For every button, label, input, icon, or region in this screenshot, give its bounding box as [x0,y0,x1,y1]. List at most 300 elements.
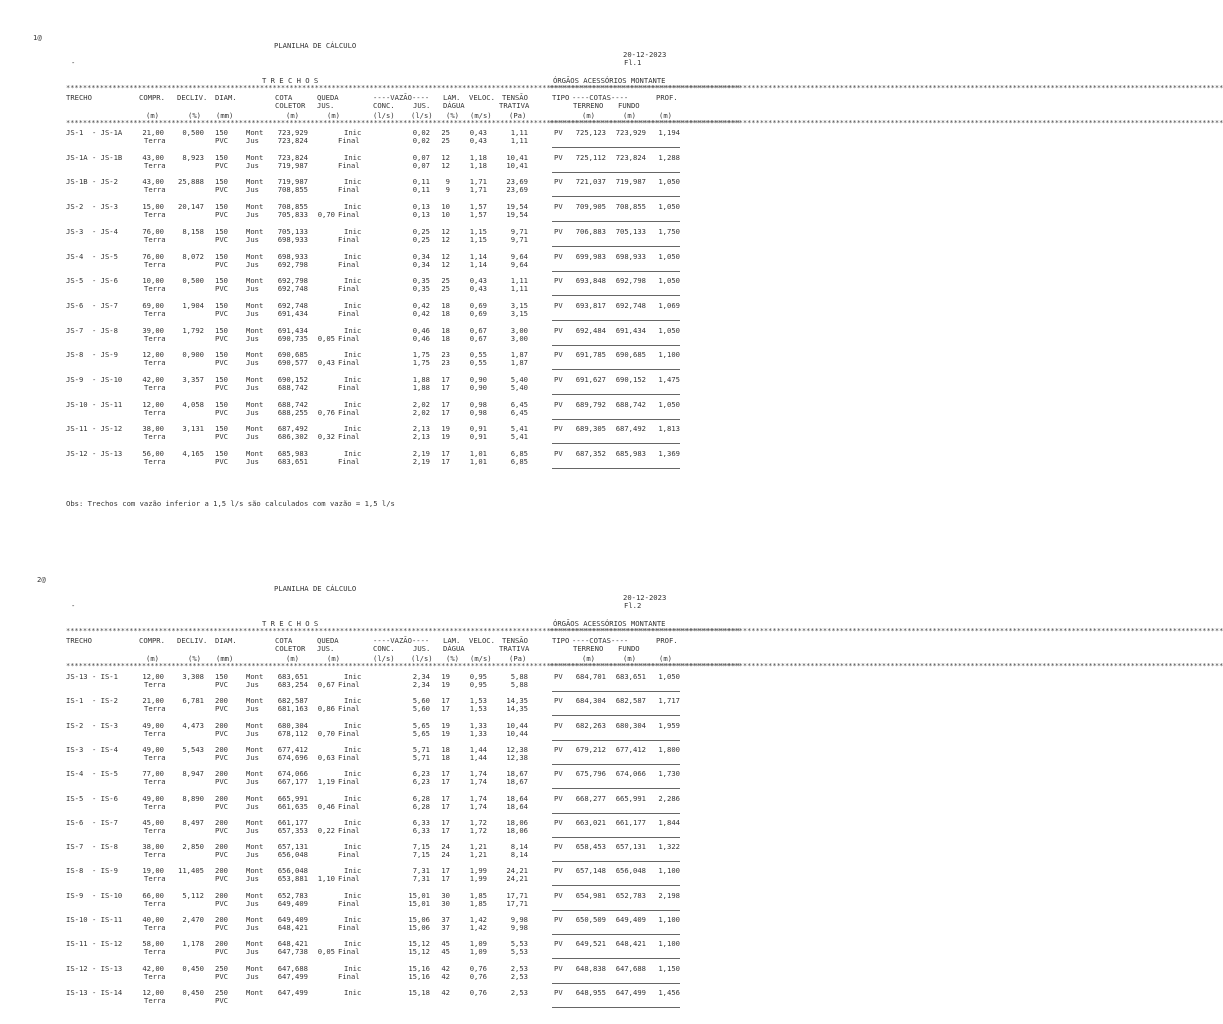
row-tipo: PV [554,720,563,730]
row-lam-mont: 17 [441,399,450,409]
row-prof: 1,750 [658,226,680,236]
row-compr: 38,00 [142,424,164,434]
row-lam-jus: 17 [441,825,450,835]
row-tensao-jus: 1,87 [510,358,528,368]
row-vazao-jus: 1,88 [412,383,430,392]
row-lam-mont: 12 [441,251,450,261]
row-diam: 200 [215,915,228,924]
row-lam-jus: 24 [441,850,450,860]
row-tensao-jus: 9,71 [510,234,528,244]
unit-terr: (m) [582,654,595,663]
row-lam-jus: 45 [441,947,450,957]
row-fundo: 692,798 [615,276,646,286]
row-cota-mont: 719,987 [277,177,308,187]
row-vel-mont: 1,18 [469,152,487,162]
row-separator [552,764,680,765]
row-prof: 1,322 [658,842,680,852]
row-vel-mont: 0,67 [469,325,487,335]
row-separator [552,934,680,935]
row-inic-label: Inic [344,424,362,434]
row-trecho: JS-11 - JS-12 [66,424,123,434]
row-vazao-jus: 2,13 [412,432,430,442]
row-tensao-jus: 6,45 [510,407,528,417]
row-material-pvc: PVC [215,358,228,368]
col-queda: QUEDA [317,93,339,102]
row-compr: 21,00 [142,128,164,137]
row-vel-mont: 1,72 [469,817,487,827]
row-tipo: PV [554,987,563,997]
row-compr: 45,00 [142,817,164,827]
row-inic-label: Inic [344,817,362,827]
row-separator [552,345,680,346]
row-vazao-conc: 0,25 [412,226,430,236]
unit-conc: (l/s) [373,654,395,663]
row-material-pvc: PVC [215,234,228,244]
row-queda: 0,05 [317,947,335,957]
row-fundo: 680,304 [615,720,646,730]
row-vel-mont: 1,42 [469,915,487,924]
row-compr: 39,00 [142,325,164,335]
row-compr: 10,00 [142,276,164,286]
row-decliv: 25,888 [178,177,204,187]
row-vel-mont: 0,76 [469,987,487,997]
row-mont-label: Mont [246,276,264,286]
row-vazao-conc: 5,60 [412,696,430,706]
col-diam: DIAM. [215,93,237,102]
unit-cota: (m) [286,654,299,663]
row-tensao-jus: 2,53 [510,971,528,981]
row-cota-jus: 648,421 [277,923,308,932]
row-trecho: IS-3 - IS-4 [66,744,118,754]
row-tipo: PV [554,817,563,827]
row-material-terra: Terra [144,383,166,392]
row-cota-mont: 647,688 [277,963,308,973]
row-diam: 250 [215,963,228,973]
row-compr: 40,00 [142,915,164,924]
row-terreno: 687,352 [575,449,606,459]
row-queda: 0,32 [317,432,335,442]
row-material-pvc: PVC [215,850,228,860]
row-jus-label: Jus [246,136,259,145]
row-cota-jus: 674,696 [277,752,308,762]
row-lam-jus: 17 [441,801,450,811]
row-cota-mont: 677,412 [277,744,308,754]
row-diam: 200 [215,720,228,730]
row-trecho: IS-6 - IS-7 [66,817,118,827]
row-vazao-jus: 5,71 [412,752,430,762]
row-material-terra: Terra [144,680,166,689]
col-veloc: VELOC. [469,636,495,645]
row-vazao-jus: 6,33 [412,825,430,835]
row-mont-label: Mont [246,202,264,212]
row-material-terra: Terra [144,358,166,368]
row-prof: 1,959 [658,720,680,730]
row-decliv: 2,850 [182,842,204,852]
row-vel-mont: 1,33 [469,720,487,730]
row-vazao-jus: 2,19 [412,457,430,467]
row-tipo: PV [554,202,563,212]
unit-lam: (%) [446,654,459,663]
row-tensao-jus: 17,71 [506,898,528,908]
row-trecho: JS-3 - JS-4 [66,226,118,236]
row-prof: 1,050 [658,276,680,286]
row-tipo: PV [554,939,563,949]
row-lam-mont: 30 [441,890,450,900]
row-lam-mont: 17 [441,696,450,706]
col-tipo: TIPO [552,93,570,102]
row-separator [552,910,680,911]
row-diam: 150 [215,325,228,335]
row-vazao-conc: 2,13 [412,424,430,434]
row-separator [552,983,680,984]
row-prof: 1,050 [658,177,680,187]
row-lam-jus: 19 [441,432,450,442]
orgaos-title: ÓRGÃOS ACESSÓRIOS MONTANTE [553,76,666,85]
row-tensao-mont: 5,41 [510,424,528,434]
row-material-pvc: PVC [215,752,228,762]
row-terreno: 663,021 [575,817,606,827]
row-material-terra: Terra [144,825,166,835]
row-lam-jus: 19 [441,728,450,738]
row-tensao-mont: 14,35 [506,696,528,706]
row-decliv: 1,792 [182,325,204,335]
row-vel-jus: 1,33 [469,728,487,738]
row-final-label: Final [338,947,360,957]
row-vazao-jus: 5,60 [412,704,430,714]
col-lam: LAM. [443,636,461,645]
row-decliv: 11,405 [178,866,204,876]
row-vel-jus: 1,42 [469,923,487,932]
row-final-label: Final [338,971,360,981]
row-cota-mont: 661,177 [277,817,308,827]
row-tensao-jus: 9,64 [510,259,528,269]
row-trecho: IS-8 - IS-9 [66,866,118,876]
row-trecho: JS-9 - JS-10 [66,375,123,384]
row-vazao-jus: 0,07 [412,160,430,170]
row-vazao-jus: 2,02 [412,407,430,417]
row-trecho: IS-9 - IS-10 [66,890,123,900]
row-terreno: 684,701 [575,672,606,681]
row-cota-jus: 678,112 [277,728,308,738]
row-separator [552,691,680,692]
col-fundo: FUNDO [618,644,640,653]
unit-vel: (m/s) [470,111,492,120]
row-fundo: 682,587 [615,696,646,706]
row-tipo: PV [554,226,563,236]
row-tipo: PV [554,915,563,924]
row-lam-mont: 9 [445,177,450,187]
section-title: T R E C H O S [262,76,319,85]
row-inic-label: Inic [344,915,362,924]
row-fundo: 690,152 [615,375,646,384]
row-decliv: 3,308 [182,672,204,681]
row-tensao-jus: 3,15 [510,308,528,318]
row-vel-jus: 0,43 [469,284,487,294]
row-compr: 12,00 [142,987,164,997]
row-material-pvc: PVC [215,947,228,957]
row-jus-label: Jus [246,801,259,811]
row-lam-jus: 19 [441,680,450,689]
row-vel-jus: 1,21 [469,850,487,860]
row-jus-label: Jus [246,898,259,908]
row-prof: 1,475 [658,375,680,384]
col-compr: COMPR. [139,93,165,102]
row-terreno: 658,453 [575,842,606,852]
header-rule-top-orgaos: **************************************************************************************************************************************************************** [549,627,1223,635]
row-queda: 0,63 [317,752,335,762]
row-mont-label: Mont [246,842,264,852]
col-veloc: VELOC. [469,93,495,102]
row-compr: 58,00 [142,939,164,949]
row-lam-mont: 25 [441,128,450,137]
row-fundo: 647,688 [615,963,646,973]
row-lam-mont: 24 [441,842,450,852]
row-material-terra: Terra [144,407,166,417]
row-mont-label: Mont [246,375,264,384]
row-tensao-jus: 9,98 [510,923,528,932]
row-fundo: 661,177 [615,817,646,827]
row-diam: 250 [215,987,228,997]
unit-fundo: (m) [623,654,636,663]
row-decliv: 3,131 [182,424,204,434]
row-tensao-jus: 12,38 [506,752,528,762]
row-trecho: IS-11 - IS-12 [66,939,123,949]
row-vel-mont: 1,21 [469,842,487,852]
row-vazao-jus: 6,28 [412,801,430,811]
row-vazao-jus: 15,16 [408,971,430,981]
row-lam-mont: 10 [441,202,450,212]
row-vel-mont: 1,74 [469,793,487,803]
unit-prof: (m) [659,111,672,120]
header-rule-top-orgaos: **************************************************************************************************************************************************************** [549,84,1223,92]
row-vel-jus: 0,67 [469,333,487,343]
row-terreno: 684,304 [575,696,606,706]
row-lam-mont: 18 [441,325,450,335]
row-tensao-mont: 2,53 [510,963,528,973]
row-trecho: JS-7 - JS-8 [66,325,118,335]
row-prof: 1,717 [658,696,680,706]
row-separator [552,837,680,838]
row-vazao-jus: 15,12 [408,947,430,957]
row-queda: 0,05 [317,333,335,343]
row-separator [552,147,680,148]
row-prof: 1,050 [658,325,680,335]
row-inic-label: Inic [344,226,362,236]
row-cota-mont: 648,421 [277,939,308,949]
row-fundo: 648,421 [615,939,646,949]
row-vel-mont: 0,43 [469,128,487,137]
col-queda: QUEDA [317,636,339,645]
unit-cota: (m) [286,111,299,120]
page-2 [0,540,1223,1024]
row-fundo: 708,855 [615,202,646,212]
col-queda-2: JUS. [317,101,335,110]
row-separator [552,958,680,959]
row-cota-jus: 657,353 [277,825,308,835]
row-cota-jus: 691,434 [277,308,308,318]
row-material-pvc: PVC [215,923,228,932]
row-cota-mont: 682,587 [277,696,308,706]
row-prof: 2,198 [658,890,680,900]
row-jus-label: Jus [246,234,259,244]
row-separator [552,394,680,395]
row-tensao-jus: 18,67 [506,777,528,787]
row-vel-mont: 1,71 [469,177,487,187]
row-mont-label: Mont [246,672,264,681]
row-vel-mont: 1,09 [469,939,487,949]
row-cota-mont: 691,434 [277,325,308,335]
row-vel-jus: 0,55 [469,358,487,368]
row-trecho: JS-4 - JS-5 [66,251,118,261]
page-title: PLANILHA DE CÁLCULO [274,41,357,50]
row-terreno: 689,305 [575,424,606,434]
row-compr: 19,00 [142,866,164,876]
row-trecho: JS-12 - JS-13 [66,449,123,459]
row-vel-jus: 1,01 [469,457,487,467]
row-vel-mont: 0,91 [469,424,487,434]
row-vel-jus: 1,85 [469,898,487,908]
row-vel-jus: 1,71 [469,185,487,195]
col-conc: CONC. [373,101,395,110]
row-diam: 200 [215,817,228,827]
unit-jus: (l/s) [411,654,433,663]
row-cota-mont: 680,304 [277,720,308,730]
header-rule-top: **************************************************************************************************************************************************************** [66,84,741,92]
unit-diam: (mm) [216,654,234,663]
row-inic-label: Inic [344,375,362,384]
row-material-pvc: PVC [215,971,228,981]
row-material-terra: Terra [144,185,166,195]
row-inic-label: Inic [344,720,362,730]
row-vel-jus: 0,95 [469,680,487,689]
row-material-terra: Terra [144,704,166,714]
row-vel-jus: 0,90 [469,383,487,392]
row-tensao-mont: 2,53 [510,987,528,997]
row-vazao-conc: 0,46 [412,325,430,335]
row-tensao-mont: 1,87 [510,350,528,360]
row-vazao-jus: 2,34 [412,680,430,689]
row-vazao-conc: 1,75 [412,350,430,360]
row-terreno: 682,263 [575,720,606,730]
unit-compr: (m) [146,111,159,120]
row-trecho: IS-1 - IS-2 [66,696,118,706]
col-queda-2: JUS. [317,644,335,653]
row-mont-label: Mont [246,300,264,310]
row-terreno: 693,817 [575,300,606,310]
row-cota-mont: 708,855 [277,202,308,212]
row-cota-jus: 690,577 [277,358,308,368]
row-tensao-mont: 5,53 [510,939,528,949]
row-tipo: PV [554,399,563,409]
row-lam-mont: 23 [441,350,450,360]
row-prof: 1,050 [658,399,680,409]
row-tensao-mont: 9,64 [510,251,528,261]
row-terreno: 650,509 [575,915,606,924]
row-fundo: 674,066 [615,769,646,779]
row-lam-jus: 10 [441,210,450,220]
row-lam-jus: 30 [441,898,450,908]
row-material-terra: Terra [144,284,166,294]
row-cota-jus: 686,302 [277,432,308,442]
row-terreno: 649,521 [575,939,606,949]
col-conc: CONC. [373,644,395,653]
row-decliv: 6,781 [182,696,204,706]
row-material-terra: Terra [144,995,166,1005]
row-inic-label: Inic [344,350,362,360]
row-tensao-mont: 1,11 [510,276,528,286]
row-lam-jus: 18 [441,333,450,343]
row-decliv: 5,543 [182,744,204,754]
row-terreno: 691,627 [575,375,606,384]
row-tipo: PV [554,375,563,384]
unit-prof: (m) [659,654,672,663]
row-mont-label: Mont [246,915,264,924]
row-fundo: 698,933 [615,251,646,261]
row-material-terra: Terra [144,308,166,318]
row-jus-label: Jus [246,704,259,714]
row-material-terra: Terra [144,777,166,787]
row-tipo: PV [554,842,563,852]
row-terreno: 679,212 [575,744,606,754]
row-separator [552,196,680,197]
row-material-pvc: PVC [215,308,228,318]
row-lam-mont: 45 [441,939,450,949]
row-trecho: JS-5 - JS-6 [66,276,118,286]
row-cota-mont: 685,983 [277,449,308,459]
row-diam: 150 [215,128,228,137]
row-decliv: 0,450 [182,987,204,997]
unit-queda: (m) [327,111,340,120]
row-lam-mont: 17 [441,817,450,827]
row-diam: 150 [215,672,228,681]
col-cotas: ----COTAS---- [572,636,629,645]
row-separator [552,813,680,814]
row-queda: 0,70 [317,210,335,220]
row-queda: 0,43 [317,358,335,368]
row-diam: 150 [215,276,228,286]
col-tensao: TENSÃO [502,93,528,102]
col-terreno: TERRENO [573,644,604,653]
col-cota: COTA [275,636,293,645]
row-cota-mont: 683,651 [277,672,308,681]
row-fundo: 705,133 [615,226,646,236]
unit-decliv: (%) [188,654,201,663]
row-terreno: 675,796 [575,769,606,779]
row-tensao-jus: 1,11 [510,284,528,294]
row-vazao-jus: 7,15 [412,850,430,860]
row-prof: 1,813 [658,424,680,434]
row-diam: 200 [215,793,228,803]
unit-ten: (Pa) [509,111,527,120]
row-vazao-jus: 0,35 [412,284,430,294]
row-vazao-conc: 6,28 [412,793,430,803]
row-jus-label: Jus [246,923,259,932]
unit-decliv: (%) [188,111,201,120]
row-prof: 1,288 [658,152,680,162]
row-compr: 76,00 [142,226,164,236]
row-jus-label: Jus [246,284,259,294]
col-jus: JUS. [413,644,431,653]
row-decliv: 1,904 [182,300,204,310]
row-tensao-mont: 6,45 [510,399,528,409]
row-lam-jus: 17 [441,777,450,787]
row-compr: 77,00 [142,769,164,779]
row-fundo: 657,131 [615,842,646,852]
row-decliv: 8,947 [182,769,204,779]
row-jus-label: Jus [246,850,259,860]
row-prof: 1,369 [658,449,680,459]
row-vel-jus: 1,99 [469,874,487,884]
